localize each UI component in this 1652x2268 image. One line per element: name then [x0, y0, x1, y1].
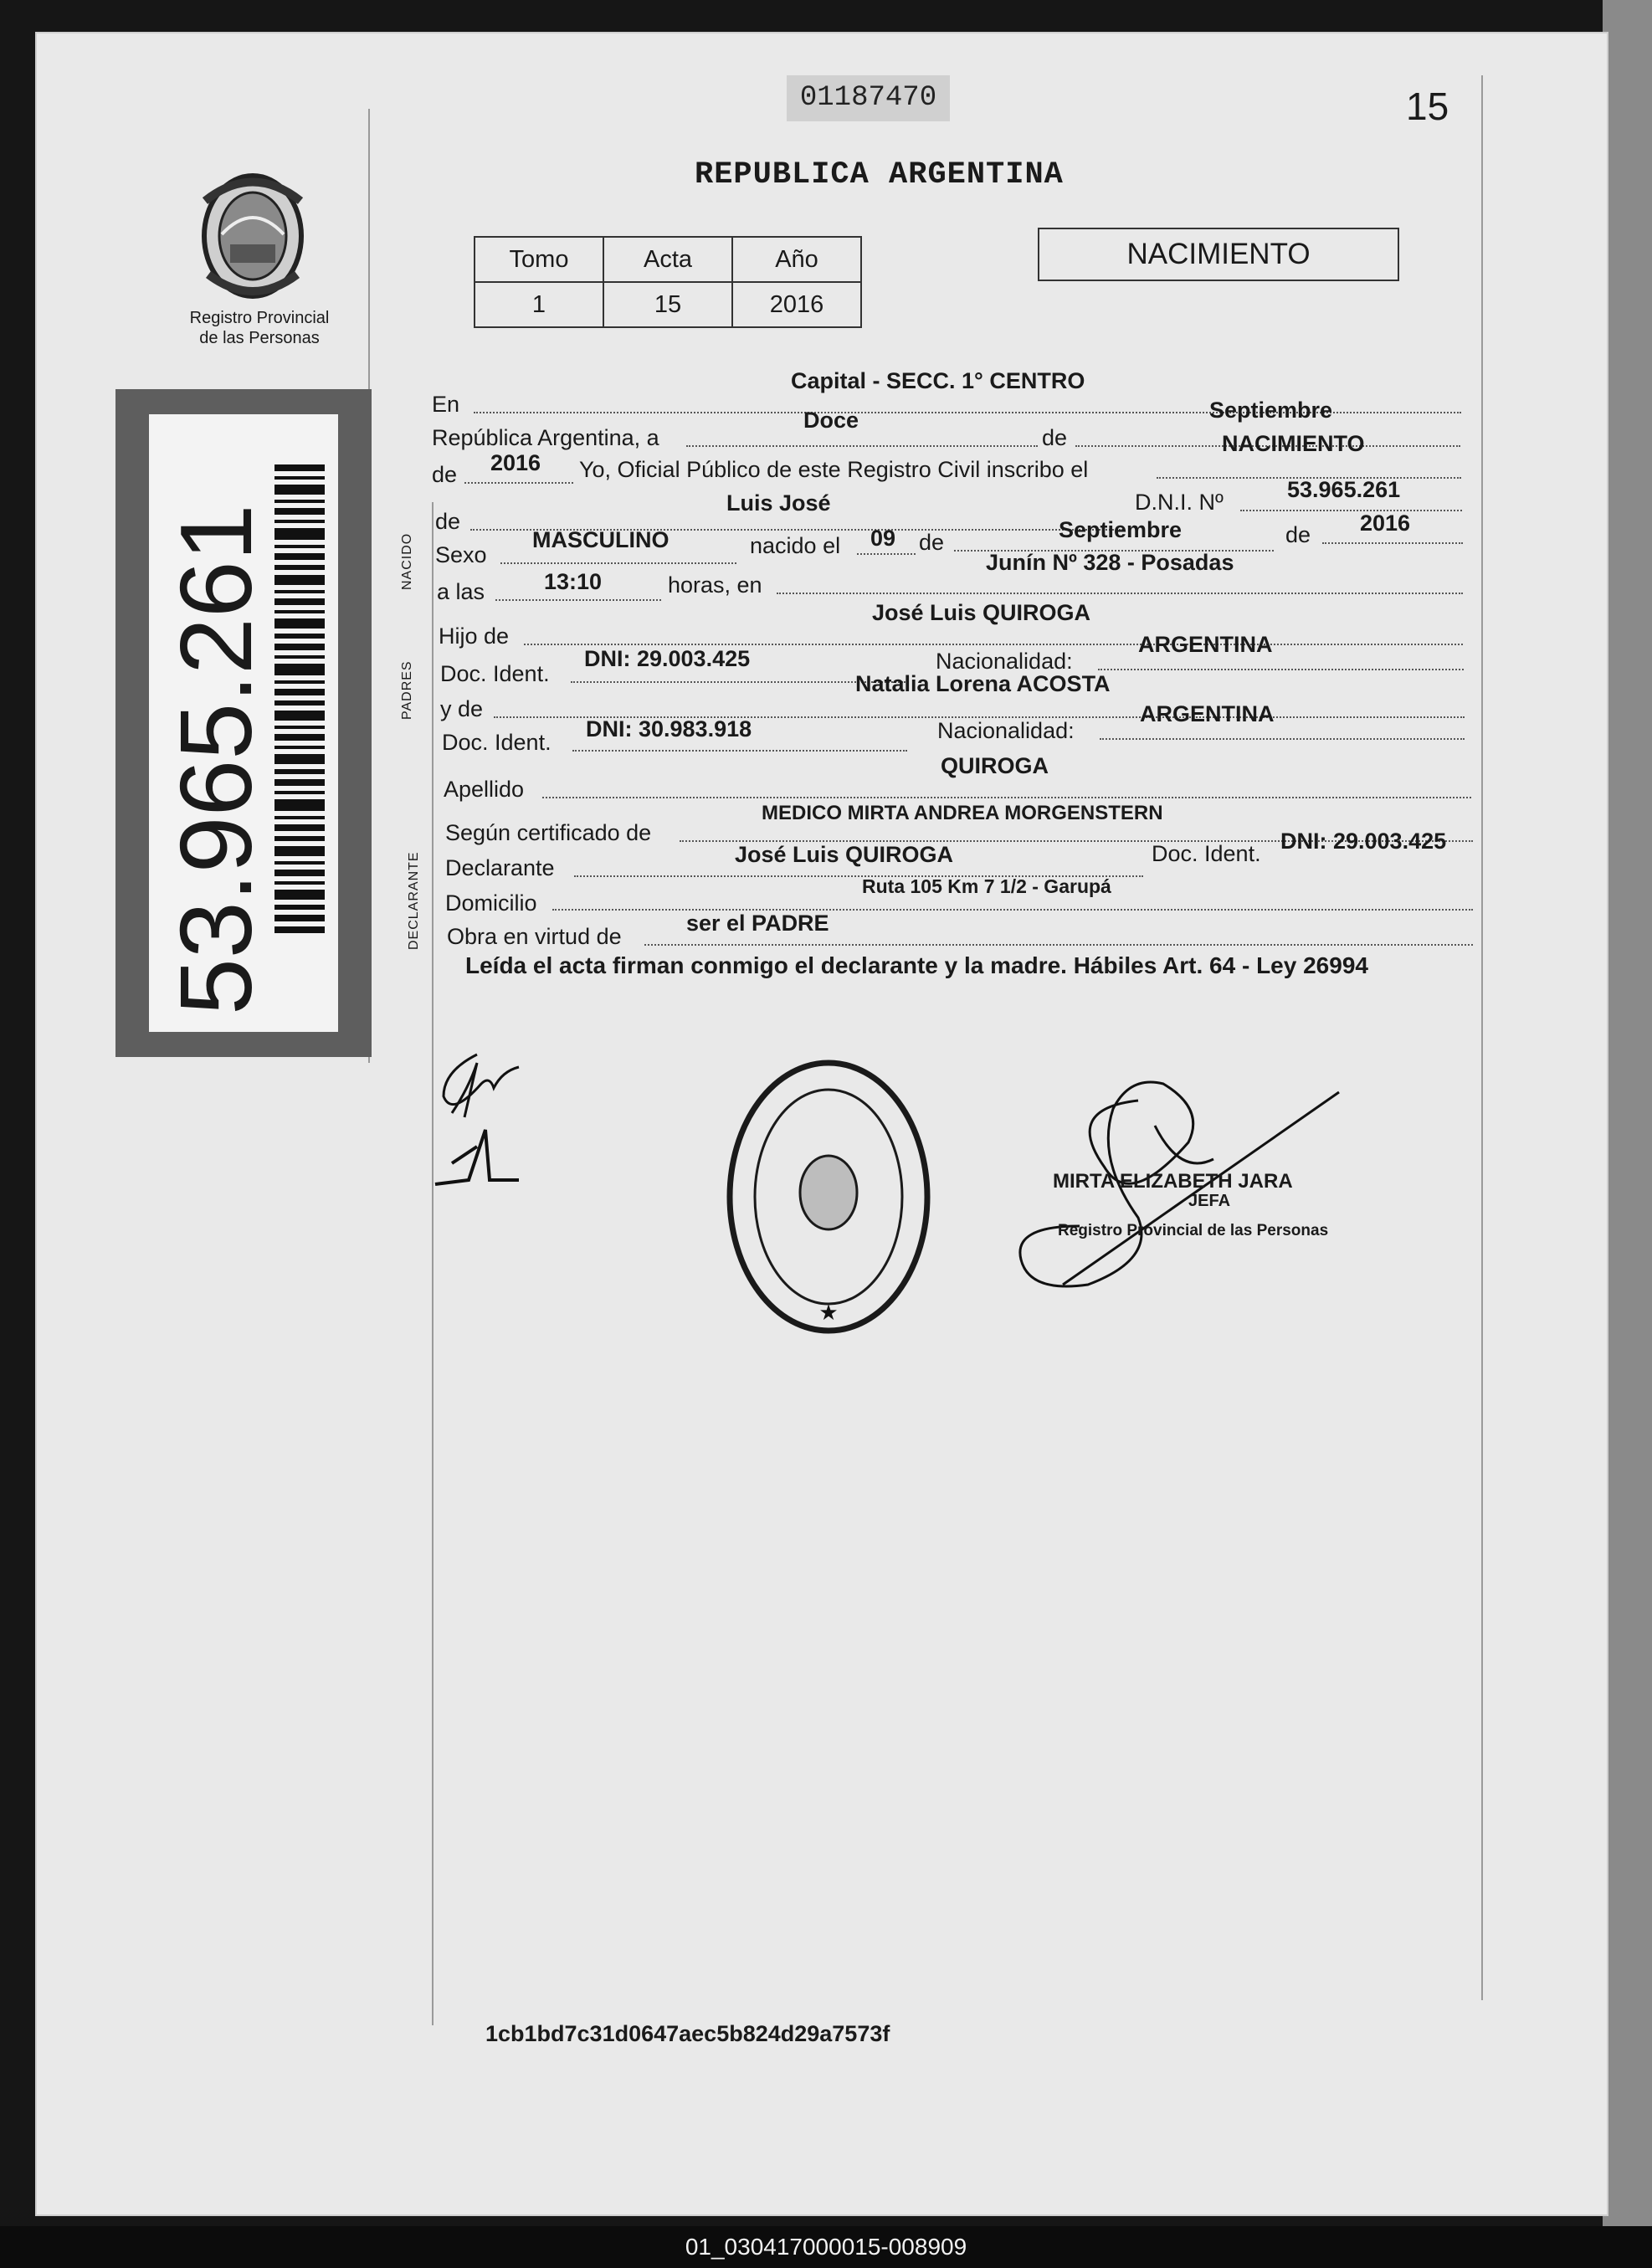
barcode-icon [274, 464, 325, 933]
side-label-declarante: DECLARANTE [407, 851, 421, 950]
dni-banner-number: 53.965.261 [159, 504, 273, 1015]
label-doc-ident-madre: Doc. Ident. [442, 730, 552, 755]
value-nombre: Luis José [726, 490, 831, 516]
dotted-line [644, 944, 1473, 946]
value-madre-nac: ARGENTINA [1140, 701, 1275, 726]
document-type-box: NACIMIENTO [1038, 228, 1399, 281]
page-number: 15 [1406, 85, 1449, 128]
registry-caption [151, 308, 368, 348]
value-declarante: José Luis QUIROGA [735, 842, 954, 867]
label-nacionalidad-madre: Nacionalidad: [937, 718, 1075, 743]
label-nacido-el: nacido el [750, 533, 841, 558]
label-en: En [432, 392, 460, 417]
dotted-line [464, 482, 573, 484]
registry-header-acta: Acta [603, 237, 732, 282]
label-nacionalidad-padre: Nacionalidad: [936, 649, 1073, 674]
registry-table [474, 236, 862, 328]
label-sexo: Sexo [435, 542, 487, 567]
label-obra: Obra en virtud de [447, 924, 622, 949]
dotted-line [572, 750, 907, 752]
registry-caption-line-1: Registro Provincial [189, 309, 330, 327]
label-de-mes: de [1042, 425, 1068, 450]
body-right-line [1481, 75, 1483, 2000]
label-segun: Según certificado de [445, 820, 652, 845]
value-hora: 13:10 [544, 569, 603, 594]
label-de-nombre: de [435, 509, 461, 534]
label-republica: República Argentina, a [432, 425, 659, 450]
dotted-line [1322, 542, 1463, 544]
svg-text:★: ★ [818, 1300, 839, 1325]
value-anio: 2016 [490, 450, 541, 475]
value-padre-doc: DNI: 29.003.425 [584, 646, 751, 671]
registry-header-tomo: Tomo [475, 237, 603, 282]
signature-marks-left [427, 1038, 536, 1205]
label-de-nac-anio: de [1285, 522, 1311, 547]
label-dni: D.N.I. Nº [1135, 490, 1224, 515]
registry-header-anio: Año [732, 237, 861, 282]
dotted-line [1098, 669, 1464, 670]
dotted-line [500, 562, 736, 564]
value-padre: José Luis QUIROGA [872, 600, 1091, 625]
province-seal-logo [197, 167, 310, 301]
value-dni: 53.965.261 [1287, 477, 1401, 502]
label-declarante: Declarante [445, 855, 555, 880]
closing-statement: Leída el acta firman conmigo el declarante y la madre. Hábiles Art. 64 - Ley 26994 [465, 952, 1368, 978]
side-label-nacido: NACIDO [400, 532, 414, 590]
dotted-line [495, 599, 661, 601]
side-label-padres: PADRES [400, 660, 414, 720]
value-lugar: Capital - SECC. 1° CENTRO [791, 368, 1085, 393]
label-doc-ident-padre: Doc. Ident. [440, 661, 550, 686]
dotted-line [777, 593, 1463, 594]
label-oficial: Yo, Oficial Público de este Registro Civil inscribo el [579, 457, 1089, 482]
official-stamp [720, 1050, 937, 1343]
value-certificado: MEDICO MIRTA ANDREA MORGENSTERN [762, 802, 1163, 824]
label-a-las: a las [437, 579, 485, 604]
value-virtud: ser el PADRE [686, 911, 829, 936]
value-madre-doc: DNI: 30.983.918 [586, 716, 752, 741]
label-apellido: Apellido [444, 777, 525, 802]
value-dia: Doce [803, 408, 859, 433]
label-y-de: y de [440, 696, 484, 721]
dotted-line [686, 445, 1038, 447]
dotted-line [524, 644, 1463, 645]
document-hash: 1cb1bd7c31d0647aec5b824d29a7573f [485, 2021, 890, 2046]
label-de-nac-mes: de [919, 530, 945, 555]
value-apellido: QUIROGA [941, 753, 1049, 778]
official-name: MIRTA ELIZABETH JARA [1053, 1170, 1293, 1193]
value-padre-nac: ARGENTINA [1138, 632, 1273, 657]
label-de-anio: de [432, 462, 458, 487]
registry-value-tomo: 1 [475, 282, 603, 327]
label-hijo-de: Hijo de [439, 623, 510, 649]
body-left-line [432, 502, 434, 2025]
dotted-line [542, 797, 1471, 798]
value-mes: Septiembre [1209, 398, 1333, 423]
label-domicilio: Domicilio [445, 890, 537, 916]
scan-background-edge [1603, 0, 1652, 2226]
value-lugar-nac: Junín Nº 328 - Posadas [986, 550, 1234, 575]
value-nac-dia: 09 [870, 526, 896, 551]
value-nac-anio: 2016 [1360, 511, 1411, 536]
value-declarante-doc: DNI: 29.003.425 [1280, 829, 1447, 854]
label-doc-ident-declarante: Doc. Ident. [1152, 841, 1261, 866]
value-nac-mes: Septiembre [1059, 517, 1183, 542]
registry-value-anio: 2016 [732, 282, 861, 327]
scan-id-footer: 01_030417000015-008909 [0, 2226, 1652, 2268]
value-sexo: MASCULINO [532, 527, 670, 552]
serial-number: 01187470 [787, 75, 950, 121]
value-madre: Natalia Lorena ACOSTA [855, 671, 1111, 696]
value-domicilio: Ruta 105 Km 7 1/2 - Garupá [862, 875, 1111, 897]
dotted-line [857, 553, 916, 555]
value-acto: NACIMIENTO [1222, 431, 1365, 456]
document-title: REPUBLICA ARGENTINA [695, 157, 1064, 192]
official-office: Registro Provincial de las Personas [1058, 1222, 1329, 1239]
dni-barcode-label [115, 389, 372, 1057]
dotted-line [1240, 510, 1462, 511]
registry-caption-line-2: de las Personas [199, 329, 320, 347]
registry-value-acta: 15 [603, 282, 732, 327]
label-horas-en: horas, en [668, 572, 762, 598]
official-role: JEFA [1188, 1192, 1231, 1210]
dni-barcode-inner [149, 414, 338, 1032]
dotted-line [1100, 738, 1465, 740]
